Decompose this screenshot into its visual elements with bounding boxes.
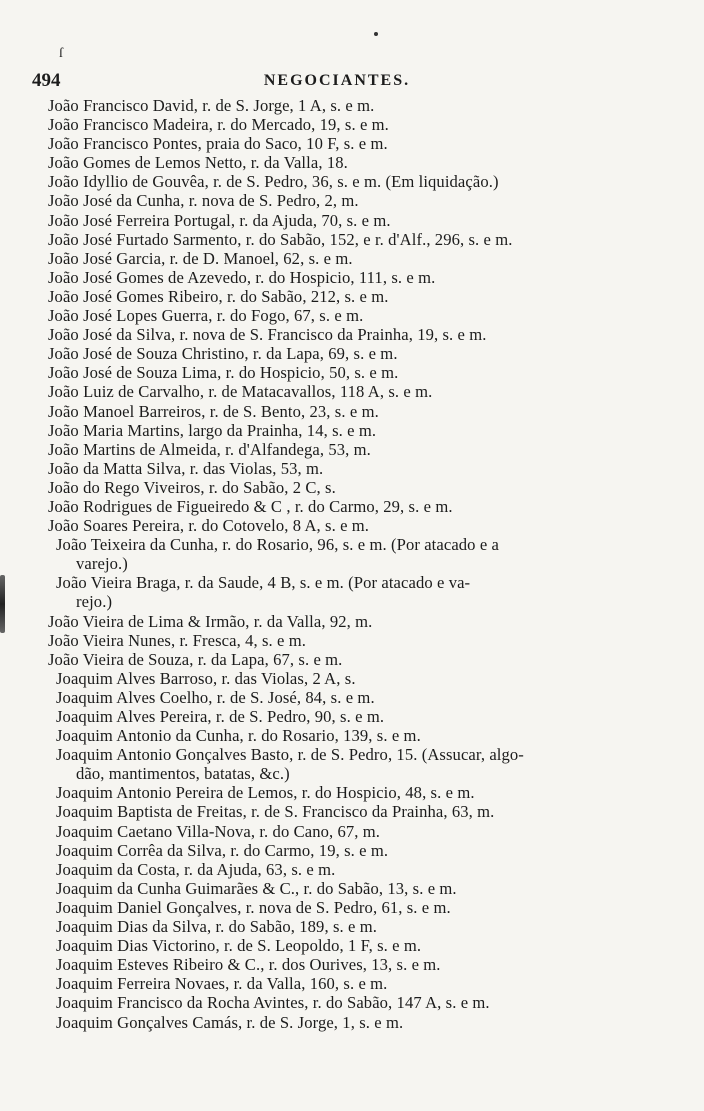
directory-entry: João Vieira Braga, r. da Saude, 4 B, s. e m. (Por atacado e va- [56,573,471,593]
directory-entry: João Gomes de Lemos Netto, r. da Valla, 18. [48,153,348,173]
directory-entry: João José Gomes de Azevedo, r. do Hospicio, 111, s. e m. [48,267,436,287]
directory-entry: João José da Silva, r. nova de S. Francisco da Prainha, 19, s. e m. [48,325,487,345]
directory-entry: João José Garcia, r. de D. Manoel, 62, s. e m. [48,248,353,268]
directory-entry: João Soares Pereira, r. do Cotovelo, 8 A, s. e m. [48,516,370,536]
directory-entry: Joaquim Corrêa da Silva, r. do Carmo, 19, s. e m. [56,840,389,860]
directory-entry: João Idyllio de Gouvêa, r. de S. Pedro, 36, s. e m. (Em liquidação.) [48,172,499,192]
directory-entry: Joaquim Baptista de Freitas, r. de S. Francisco da Prainha, 63, m. [56,802,495,822]
binding-edge-mark [0,575,5,633]
directory-entry: João Vieira Nunes, r. Fresca, 4, s. e m. [48,630,307,650]
directory-entry: Joaquim Alves Coelho, r. de S. José, 84, s. e m. [56,687,375,707]
directory-entry: Joaquim Antonio Pereira de Lemos, r. do Hospicio, 48, s. e m. [56,783,475,803]
directory-entry: João José de Souza Lima, r. do Hospicio, 50, s. e m. [48,363,399,383]
directory-entry: João Francisco Pontes, praia do Saco, 10 F, s. e m. [48,134,388,154]
directory-entry: João José Gomes Ribeiro, r. do Sabão, 212, s. e m. [48,286,389,306]
directory-entry: João Vieira de Souza, r. da Lapa, 67, s. e m. [48,649,343,669]
running-title: NEGOCIANTES. [263,72,411,89]
directory-entry: João Teixeira da Cunha, r. do Rosario, 96, s. e m. (Por atacado e a [56,535,500,555]
directory-entry: João José Furtado Sarmento, r. do Sabão, 152, e r. d'Alf., 296, s. e m. [48,229,513,249]
directory-entry: Joaquim Dias Victorino, r. de S. Leopoldo, 1 F, s. e m. [56,936,422,956]
directory-entry: Joaquim Antonio da Cunha, r. do Rosario, 139, s. e m. [56,726,421,746]
directory-entry: João Luiz de Carvalho, r. de Matacavallos, 118 A, s. e m. [48,382,433,402]
directory-entry: Joaquim Alves Pereira, r. de S. Pedro, 90, s. e m. [56,707,385,726]
ink-dot [374,32,378,36]
directory-entry: Joaquim Antonio Gonçalves Basto, r. de S. Pedro, 15. (Assucar, algo- [56,745,524,765]
page-number: 494 [32,70,61,91]
directory-entry: Joaquim Gonçalves Camás, r. de S. Jorge, 1, s. e m. [56,1012,404,1032]
directory-entry-continuation: rejo.) [76,592,113,612]
directory-entry: João Vieira de Lima & Irmão, r. da Valla, 92, m. [48,611,373,631]
directory-entry: João José Lopes Guerra, r. do Fogo, 67, s. e m. [48,306,364,326]
directory-entry: Joaquim Caetano Villa-Nova, r. do Cano, 67, m. [56,821,381,841]
directory-entry: Joaquim da Costa, r. da Ajuda, 63, s. e m. [56,859,336,879]
directory-entry: Joaquim da Cunha Guimarães & C., r. do Sabão, 13, s. e m. [56,878,457,898]
directory-entry: João Francisco Madeira, r. do Mercado, 19, s. e m. [48,115,389,135]
directory-entry: João da Matta Silva, r. das Violas, 53, m. [48,458,324,478]
directory-entry: Joaquim Ferreira Novaes, r. da Valla, 160, s. e m. [56,974,388,994]
directory-entry-continuation: dão, mantimentos, batatas, &c.) [76,764,290,784]
directory-entry-continuation: varejo.) [76,554,128,574]
margin-mark: ſ [59,46,63,61]
directory-entry: João Manoel Barreiros, r. de S. Bento, 23, s. e m. [48,401,379,421]
directory-entry: Joaquim Alves Barroso, r. das Violas, 2 A, s. [56,668,356,688]
directory-entry: Joaquim Daniel Gonçalves, r. nova de S. Pedro, 61, s. e m. [56,897,451,917]
directory-entry: João José da Cunha, r. nova de S. Pedro, 2, m. [48,191,359,211]
directory-entries [48,96,638,1032]
directory-entry: Joaquim Esteves Ribeiro & C., r. dos Ourives, 13, s. e m. [56,955,441,975]
directory-entry: Joaquim Dias da Silva, r. do Sabão, 189, s. e m. [56,917,377,937]
directory-entry: João do Rego Viveiros, r. do Sabão, 2 C, s. [48,477,336,497]
directory-entry: João José de Souza Christino, r. da Lapa, 69, s. e m. [48,344,398,364]
directory-entry: João Martins de Almeida, r. d'Alfandega, 53, m. [48,439,371,459]
directory-entry: João José Ferreira Portugal, r. da Ajuda, 70, s. e m. [48,210,391,230]
page-header [32,68,672,94]
directory-entry: João Rodrigues de Figueiredo & C , r. do Carmo, 29, s. e m. [48,496,453,516]
directory-entry: João Maria Martins, largo da Prainha, 14, s. e m. [48,420,377,440]
directory-entry: Joaquim Francisco da Rocha Avintes, r. do Sabão, 147 A, s. e m. [56,993,490,1013]
directory-entry: João Francisco David, r. de S. Jorge, 1 A, s. e m. [48,96,375,115]
